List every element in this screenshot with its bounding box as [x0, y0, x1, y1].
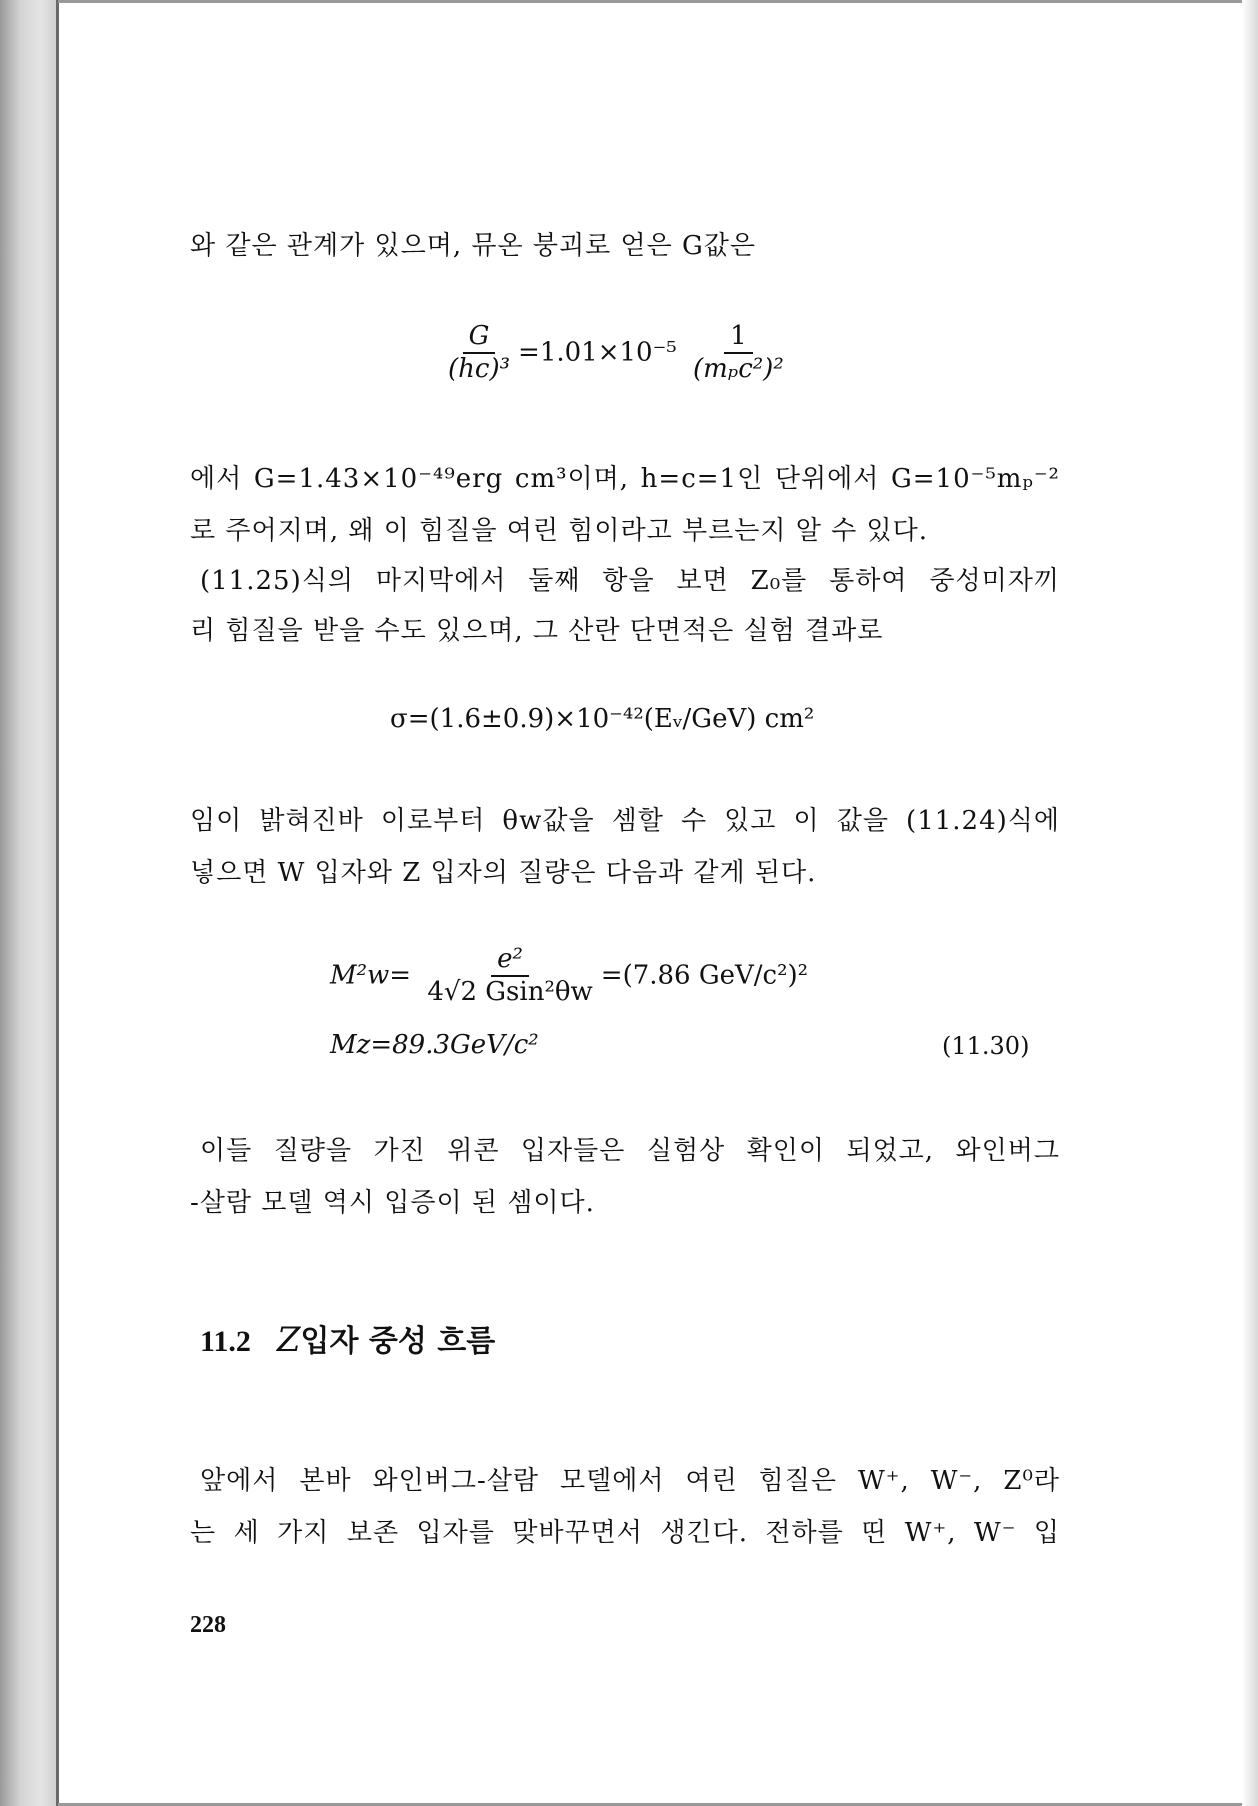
paragraph-1-line-1: 와 같은 관계가 있으며, 뮤온 붕괴로 얻은 G값은 [190, 231, 756, 261]
section-number: 11.2 [200, 1325, 251, 1358]
equation-middle: =1.01×10⁻⁵ [518, 337, 677, 368]
equation-z-mass: Mz=89.3GeV/c² [330, 1030, 539, 1060]
fraction-rhs [687, 322, 790, 385]
equation-g-value [440, 322, 792, 385]
spine-edge [56, 0, 59, 1806]
paragraph-2-line-1: 에서 G=1.43×10⁻⁴⁹erg cm³이며, h=c=1인 단위에서 G=10⁻⁵mₚ⁻² [190, 464, 1060, 494]
w-mass-fraction [421, 945, 598, 1008]
equation-cross-section: σ=(1.6±0.9)×10⁻⁴²(Eᵥ/GeV) cm² [390, 704, 815, 734]
paragraph-2-line-2: 로 주어지며, 왜 이 힘질을 여린 힘이라고 부르는지 알 수 있다. [190, 516, 928, 546]
fraction-rhs-numerator: 1 [724, 322, 753, 354]
page-number: 228 [190, 1612, 226, 1638]
paragraph-6-line-1: 앞에서 본바 와인버그-살람 모델에서 여린 힘질은 W⁺, W⁻, Z⁰라 [200, 1466, 1060, 1496]
book-spine [0, 0, 58, 1806]
fraction-rhs-denominator: (mₚc²)² [693, 353, 784, 384]
fraction-lhs-numerator: G [463, 322, 496, 354]
paragraph-6-line-2: 는 세 가지 보존 입자를 맞바꾸면서 생긴다. 전하를 띤 W⁺, W⁻ 입 [190, 1518, 1060, 1548]
section-heading [200, 1316, 495, 1360]
paragraph-3-line-2: 리 힘질을 받을 수도 있으며, 그 산란 단면적은 실험 결과로 [190, 616, 884, 646]
paragraph-5-line-2: -살람 모델 역시 입증이 된 셈이다. [190, 1188, 595, 1218]
book-page [190, 0, 1060, 1806]
fraction-lhs [442, 322, 516, 385]
w-mass-rhs: =(7.86 GeV/c²)² [600, 960, 809, 991]
equation-number: (11.30) [942, 1032, 1030, 1060]
w-mass-denominator: 4√2 Gsin²θw [427, 976, 593, 1007]
w-mass-numerator: e² [491, 945, 529, 977]
paragraph-5-line-1: 이들 질량을 가진 위콘 입자들은 실험상 확인이 되었고, 와인버그 [200, 1136, 1060, 1166]
paragraph-3-line-1: (11.25)식의 마지막에서 둘째 항을 보면 Z₀를 통하여 중성미자끼 [200, 566, 1060, 596]
equation-w-mass [330, 945, 808, 1008]
section-title: 입자 중성 흐름 [300, 1324, 496, 1359]
section-z-symbol: Z [276, 1320, 301, 1360]
page-right-edge [1242, 0, 1258, 1806]
paragraph-4-line-1: 임이 밝혀진바 이로부터 θw값을 셈할 수 있고 이 값을 (11.24)식에 [190, 806, 1060, 836]
w-mass-lhs: M²w= [330, 960, 412, 991]
paragraph-4-line-2: 넣으면 W 입자와 Z 입자의 질량은 다음과 같게 된다. [190, 858, 817, 888]
fraction-lhs-denominator: (hc)³ [448, 353, 511, 384]
